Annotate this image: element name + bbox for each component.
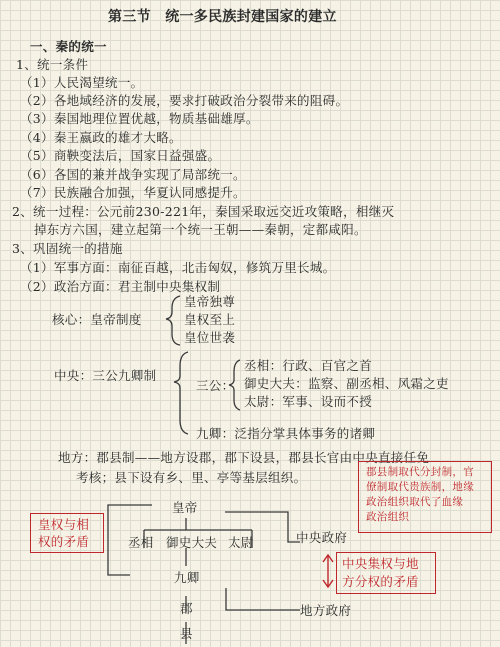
measure-military: （1）军事方面：南征百越，北击匈奴，修筑万里长城。 (20, 260, 336, 275)
contradiction-line: 权的矛盾 (38, 534, 90, 549)
diagram-central-gov: 中央政府 (296, 530, 348, 545)
process-line: 掉东方六国，建立起第一个统一王朝——秦朝，定都咸阳。 (34, 222, 367, 237)
diagram-yushi: 御史大夫 (166, 535, 218, 550)
central-label: 中央：三公九卿制 (54, 368, 157, 383)
section-heading: 一、秦的统一 (30, 39, 107, 54)
diagram-local-gov: 地方政府 (300, 603, 352, 618)
condition-item: （2）各地域经济的发展，要求打破政治分裂带来的阻碍。 (20, 93, 349, 108)
note-line: 僚制取代贵族制，地缘 (366, 481, 474, 493)
emperor-trait: 皇位世袭 (184, 330, 236, 345)
page-title: 第三节 统一多民族封建国家的建立 (108, 9, 337, 25)
note-line: 郡县制取代分封制，官 (366, 466, 474, 478)
contradiction-line: 皇权与相 (38, 517, 90, 532)
emperor-trait: 皇帝独尊 (184, 294, 236, 309)
jiuqing-line: 九卿：泛指分掌具体事务的诸卿 (196, 426, 376, 441)
condition-item: （5）商鞅变法后，国家日益强盛。 (20, 148, 221, 163)
process-line: 2、统一过程：公元前230-221年，秦国采取远交近攻策略，相继灭 (12, 204, 395, 219)
condition-item: （1）人民渴望统一。 (20, 75, 144, 90)
contradiction-line: 中央集权与地 (342, 556, 419, 571)
subsection-heading: 3、巩固统一的措施 (12, 241, 123, 256)
condition-item: （6）各国的兼并战争实现了局部统一。 (20, 167, 246, 182)
emperor-trait: 皇权至上 (184, 312, 236, 327)
diagram-jiuqing: 九卿 (174, 570, 200, 585)
subsection-heading: 1、统一条件 (16, 57, 89, 72)
core-label: 核心：皇帝制度 (52, 312, 142, 327)
sangong-item: 太尉：军事、设而不授 (244, 394, 373, 409)
contradiction-line: 方分权的矛盾 (342, 574, 419, 589)
measure-political: （2）政治方面：君主制中央集权制 (20, 279, 221, 294)
note-line: 政治组织 (366, 511, 410, 523)
local-line: 地方：郡县制——地方设郡，郡下设县，郡县长官由中央直接任免 (58, 450, 430, 465)
diagram-jun: 郡 (180, 601, 193, 616)
sangong-label: 三公： (196, 378, 235, 393)
condition-item: （3）秦国地理位置优越，物质基础雄厚。 (20, 111, 259, 126)
sangong-item: 御史大夫：监察、副丞相、风霜之吏 (244, 376, 449, 391)
note-line: 政治组织取代了血缘 (366, 496, 464, 508)
condition-item: （4）秦王嬴政的雄才大略。 (20, 130, 182, 145)
condition-item: （7）民族融合加强，华夏认同感提升。 (20, 185, 246, 200)
local-line: 考核；县下设有乡、里、亭等基层组织。 (76, 470, 307, 485)
diagram-emperor: 皇帝 (172, 500, 198, 515)
diagram-taiwei: 太尉 (228, 535, 254, 550)
diagram-chengxiang: 丞相 (128, 535, 154, 550)
diagram-xian: 县 (180, 626, 193, 641)
sangong-item: 丞相：行政、百官之首 (244, 358, 373, 373)
